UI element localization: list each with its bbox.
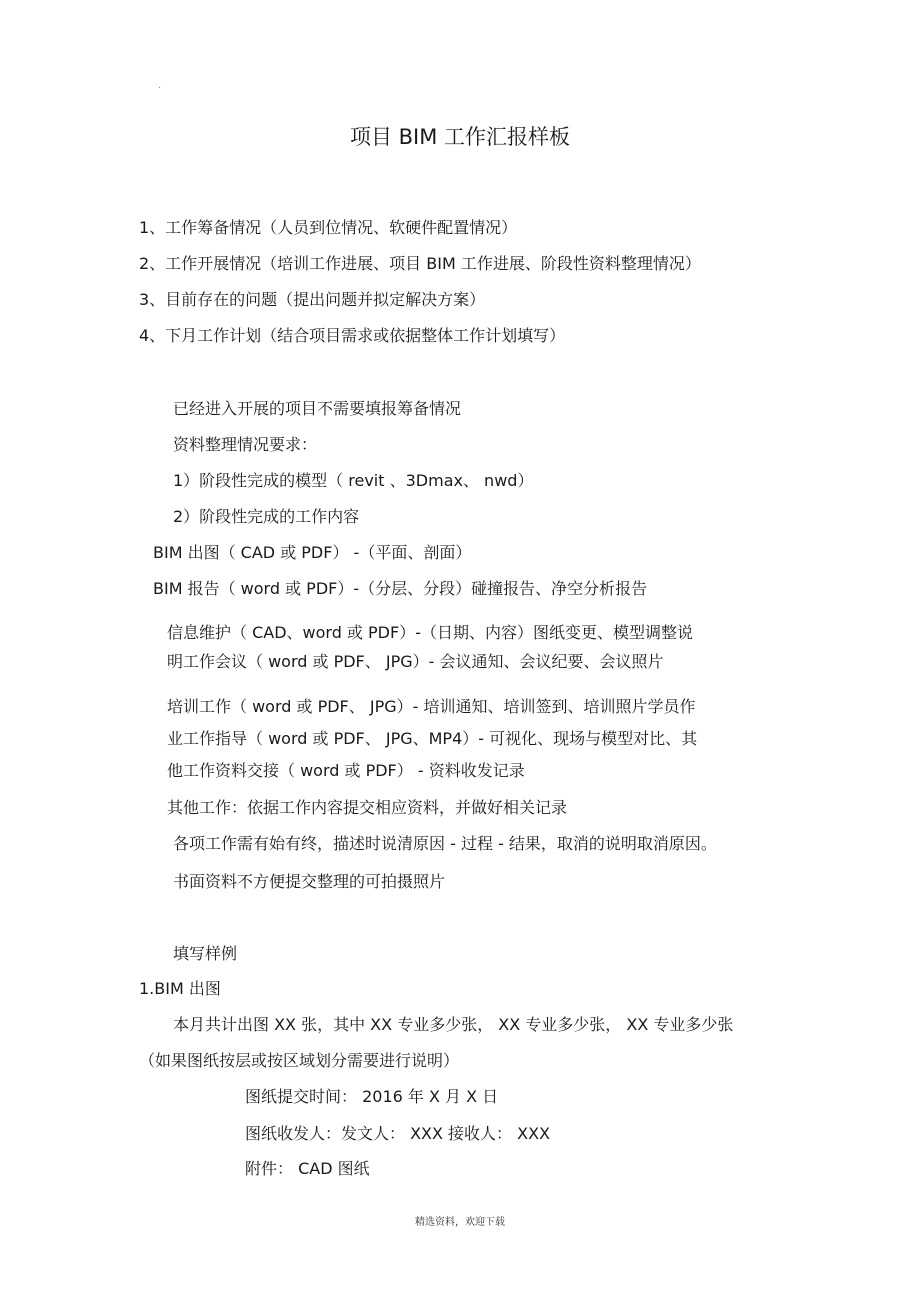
note-complete: 各项工作需有始有终，描述时说清原因 - 过程 - 结果，取消的说明取消原因。 [173,834,717,853]
page-footer: 精选资料，欢迎下载 [415,1217,505,1228]
header-mark: . [158,80,162,91]
example-submit-time: 图纸提交时间： 2016 年 X 月 X 日 [245,1087,499,1106]
example-heading: 填写样例 [173,944,238,963]
note-photo: 书面资料不方便提交整理的可拍摄照片 [173,872,446,891]
example-desc-2: （如果图纸按层或按区域划分需要进行说明） [139,1051,460,1070]
note-info-2: 明工作会议（ word 或 PDF、 JPG）- 会议通知、会议纪要、会议照片 [167,652,664,671]
section-3: 3、目前存在的问题（提出问题并拟定解决方案） [139,290,486,309]
note-req-1: 1）阶段性完成的模型（ revit 、3Dmax、 nwd） [173,471,534,490]
note-info-1: 信息维护（ CAD、word 或 PDF）-（日期、内容）图纸变更、模型调整说 [167,623,693,642]
example-desc-1: 本月共计出图 XX 张，其中 XX 专业多少张， XX 专业多少张， XX 专业多少张 [173,1015,734,1034]
note-req-title: 资料整理情况要求： [173,435,318,454]
note-bim-drawing: BIM 出图（ CAD 或 PDF） -（平面、剖面） [153,543,472,562]
note-train-1: 培训工作（ word 或 PDF、 JPG）- 培训通知、培训签到、培训照片学员作 [167,697,696,716]
example-attachment: 附件： CAD 图纸 [245,1159,370,1178]
note-req-2: 2）阶段性完成的工作内容 [173,507,360,526]
note-bim-report: BIM 报告（ word 或 PDF）-（分层、分段）碰撞报告、净空分析报告 [153,579,648,598]
note-train-3: 他工作资料交接（ word 或 PDF） - 资料收发记录 [167,761,525,780]
section-4: 4、下月工作计划（结合项目需求或依据整体工作计划填写） [139,326,566,345]
section-1: 1、工作筹备情况（人员到位情况、软硬件配置情况） [139,218,518,237]
section-2: 2、工作开展情况（培训工作进展、项目 BIM 工作进展、阶段性资料整理情况） [139,254,701,273]
note-train-2: 业工作指导（ word 或 PDF、 JPG、MP4）- 可视化、现场与模型对比、其 [167,729,698,748]
note-other: 其他工作：依据工作内容提交相应资料，并做好相关记录 [167,798,568,817]
example-item-title: 1.BIM 出图 [139,979,221,998]
example-people: 图纸收发人：发文人： XXX 接收人： XXX [245,1124,551,1143]
document-title: 项目 BIM 工作汇报样板 [349,125,571,149]
note-no-prep: 已经进入开展的项目不需要填报筹备情况 [173,399,462,418]
